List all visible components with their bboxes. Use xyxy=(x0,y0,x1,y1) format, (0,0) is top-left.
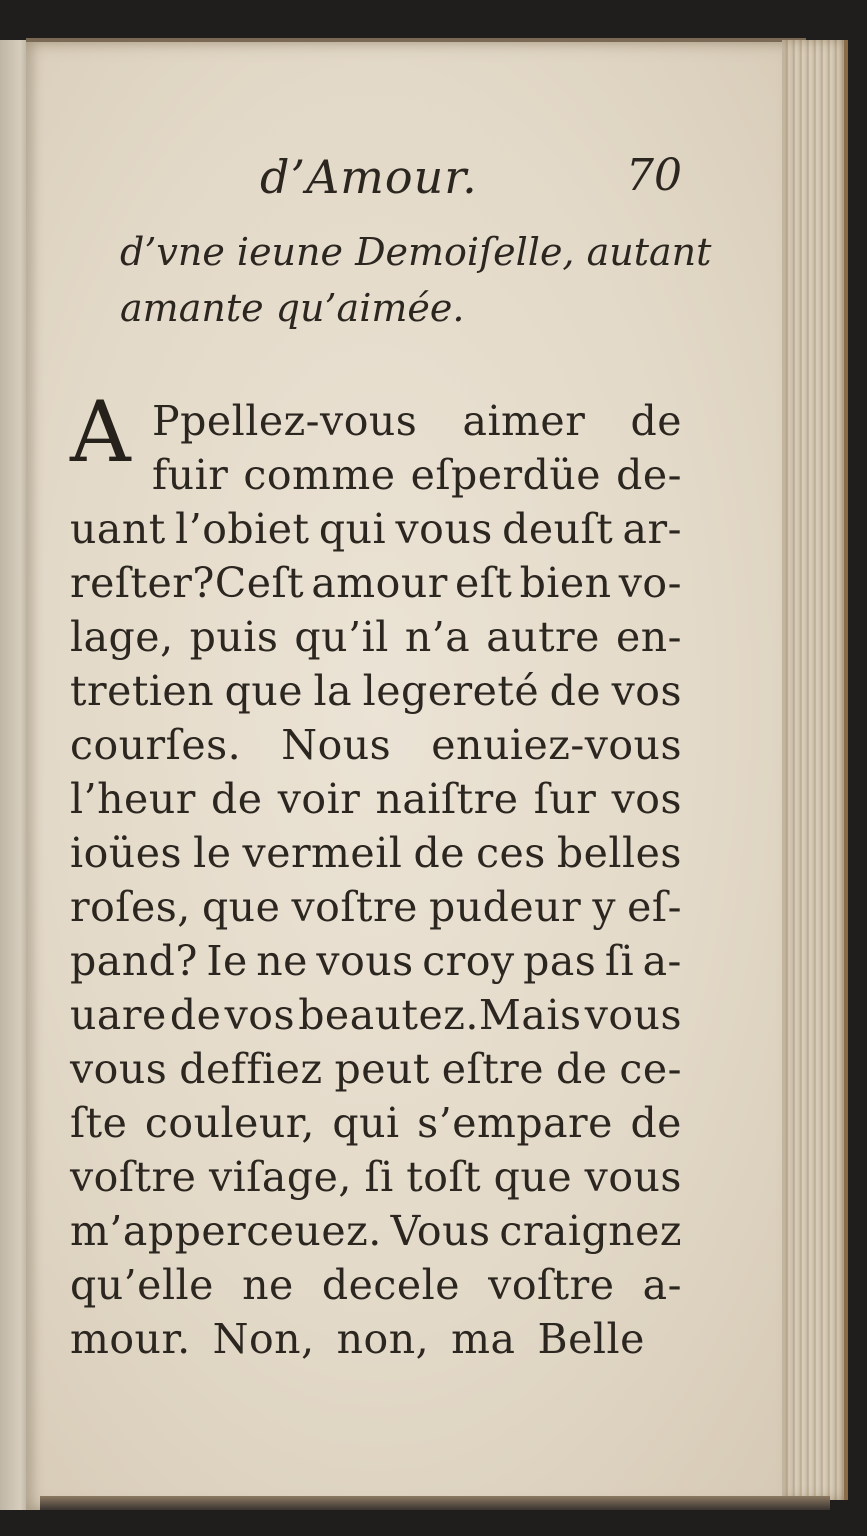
word: ioües xyxy=(70,829,183,877)
body-line xyxy=(70,718,682,772)
body-line xyxy=(70,1150,682,1204)
word: pand? xyxy=(70,937,198,985)
word: la xyxy=(313,667,353,715)
word: ne xyxy=(256,937,308,985)
word: vo- xyxy=(618,559,682,607)
word: naiſtre xyxy=(375,775,519,823)
word: l’heur xyxy=(70,775,196,823)
section-heading-line: d’vne ieune Demoiſelle, autant xyxy=(120,230,712,274)
word: beautez.Mais xyxy=(298,991,582,1039)
body-line xyxy=(70,988,682,1042)
word: eſperdüe xyxy=(410,451,602,499)
word: Ie xyxy=(206,937,248,985)
word: ſi xyxy=(364,1153,394,1201)
word: voir xyxy=(277,775,361,823)
body-lines xyxy=(70,394,682,1366)
text-column xyxy=(70,150,712,1366)
word: de xyxy=(413,829,466,877)
word: ce- xyxy=(619,1045,682,1093)
body-line xyxy=(70,1204,682,1258)
body-line xyxy=(70,1312,682,1366)
word: deuſt xyxy=(502,505,614,553)
running-head xyxy=(70,150,682,212)
body-line xyxy=(70,772,682,826)
word: lage, xyxy=(70,613,174,661)
word: vos xyxy=(224,991,295,1039)
word: pas xyxy=(523,937,597,985)
body-line xyxy=(70,1258,682,1312)
word: eſtre xyxy=(441,1045,545,1093)
body-line xyxy=(70,394,682,448)
word: voſtre xyxy=(291,883,418,931)
word: tretien xyxy=(70,667,215,715)
word: a- xyxy=(642,1261,682,1309)
word: ſi xyxy=(604,937,635,985)
word: peut xyxy=(334,1045,430,1093)
word: ma xyxy=(451,1315,516,1363)
word: que xyxy=(201,883,281,931)
word: de xyxy=(630,1099,682,1147)
word: toſt xyxy=(406,1153,482,1201)
word: legereté xyxy=(362,667,540,715)
word: vous xyxy=(70,1045,168,1093)
word: de- xyxy=(616,451,682,499)
word: qu’elle xyxy=(70,1261,214,1309)
drop-cap: A xyxy=(70,383,131,481)
body-line xyxy=(70,448,682,502)
word: Ppellez-vous xyxy=(152,397,418,445)
word: uare xyxy=(70,991,167,1039)
word: s’empare xyxy=(417,1099,613,1147)
word: a- xyxy=(642,937,682,985)
word: non, xyxy=(336,1315,430,1363)
word: belles xyxy=(556,829,682,877)
word: viſage, xyxy=(208,1153,352,1201)
body-line xyxy=(70,826,682,880)
word: vous xyxy=(584,1153,682,1201)
body-text xyxy=(70,383,682,1366)
word: roſes, xyxy=(70,883,191,931)
word: vermeil xyxy=(242,829,403,877)
word: qui xyxy=(318,505,387,553)
word: m’apperceuez. xyxy=(70,1207,382,1255)
word: mour. xyxy=(70,1315,191,1363)
word: ne xyxy=(242,1261,294,1309)
page-number: 70 xyxy=(626,150,682,201)
word: de xyxy=(169,991,222,1039)
word: ar- xyxy=(622,505,682,553)
word: que xyxy=(493,1153,573,1201)
word: ſur xyxy=(533,775,597,823)
word: enuiez-vous xyxy=(431,721,682,769)
section-heading-line: amante qu’aimée. xyxy=(120,286,465,330)
body-line xyxy=(70,880,682,934)
word: vos xyxy=(611,667,682,715)
body-line xyxy=(70,1096,682,1150)
word: de xyxy=(549,667,602,715)
word: vos xyxy=(611,775,682,823)
word: l’obiet xyxy=(175,505,310,553)
word: Vous xyxy=(390,1207,491,1255)
word: craignez xyxy=(499,1207,682,1255)
word: deffiez xyxy=(179,1045,323,1093)
word: pudeur xyxy=(429,883,582,931)
running-title: d’Amour. xyxy=(260,150,478,204)
book-bottom-edge xyxy=(40,1496,830,1510)
word: Nous xyxy=(281,721,392,769)
word: autre xyxy=(486,613,600,661)
body-line xyxy=(70,502,682,556)
word: amour xyxy=(311,559,448,607)
word: Non, xyxy=(212,1315,315,1363)
word: de xyxy=(630,397,682,445)
word: en- xyxy=(615,613,682,661)
word: courſes. xyxy=(70,721,242,769)
word: le xyxy=(193,829,232,877)
word: vous xyxy=(584,991,682,1039)
word: bien xyxy=(519,559,612,607)
word: eſt xyxy=(454,559,513,607)
body-line xyxy=(70,1042,682,1096)
page-fore-edge xyxy=(782,40,848,1500)
body-line xyxy=(70,610,682,664)
word: voſtre xyxy=(488,1261,615,1309)
word: comme xyxy=(243,451,396,499)
word: de xyxy=(211,775,263,823)
word: que xyxy=(224,667,304,715)
word: ces xyxy=(476,829,546,877)
body-line xyxy=(70,664,682,718)
word: uant xyxy=(70,505,166,553)
word: croy xyxy=(422,937,515,985)
word: qui xyxy=(332,1099,400,1147)
word: n’a xyxy=(404,613,471,661)
word: reſter?Ceſt xyxy=(70,559,305,607)
body-line xyxy=(70,556,682,610)
word: Belle xyxy=(537,1315,645,1363)
word: vous xyxy=(395,505,493,553)
word: de xyxy=(555,1045,608,1093)
word: eſ- xyxy=(627,883,682,931)
word: couleur, xyxy=(144,1099,315,1147)
body-line xyxy=(70,934,682,988)
word: voſtre xyxy=(70,1153,197,1201)
word: y xyxy=(592,883,616,931)
word: fuir xyxy=(152,451,229,499)
word: aimer xyxy=(462,397,586,445)
word: puis xyxy=(189,613,279,661)
word: decele xyxy=(321,1261,461,1309)
word: vous xyxy=(316,937,414,985)
word: ſte xyxy=(70,1099,128,1147)
word: qu’il xyxy=(294,613,389,661)
